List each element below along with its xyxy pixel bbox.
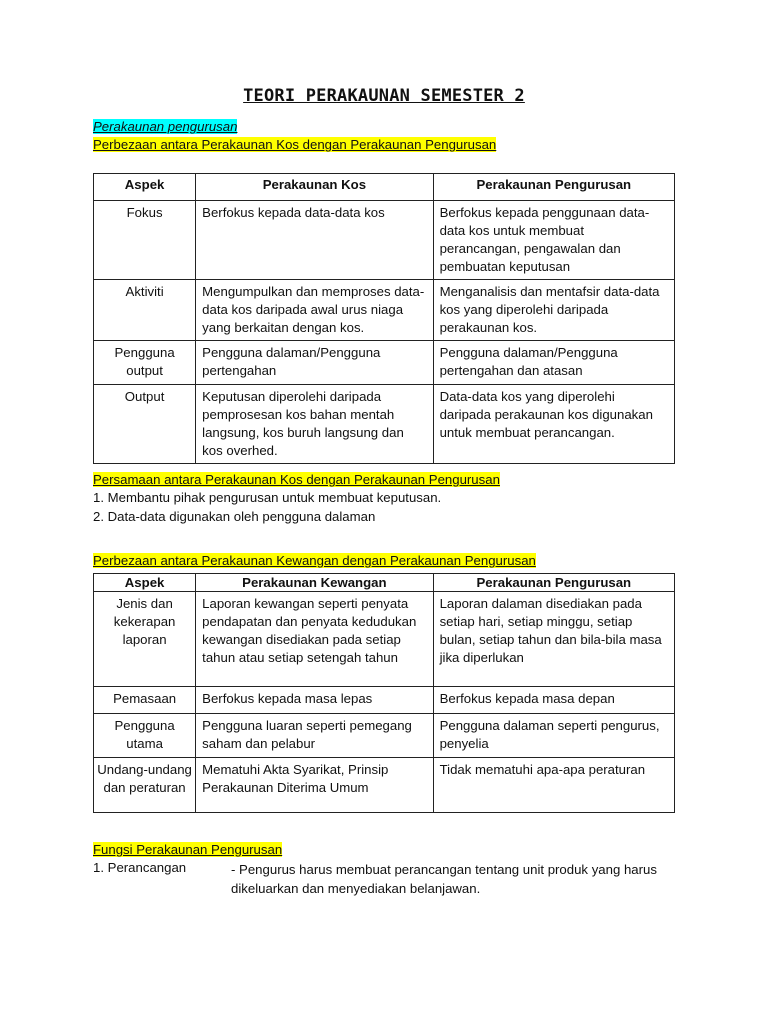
- aspek-cell: Pemasaan: [94, 687, 196, 714]
- persamaan-heading: [93, 472, 500, 487]
- kos-cell: Berfokus kepada data-data kos: [196, 201, 433, 280]
- header-perakaunan-kewangan: Perakaunan Kewangan: [196, 574, 433, 592]
- kos-cell: Keputusan diperolehi daripada pemprosesan kos bahan mentah langsung, kos buruh langsung dan kos overhed.: [196, 385, 433, 464]
- table-row: [94, 592, 675, 687]
- pengurusan-cell: Pengguna dalaman/Pengguna pertengahan dan atasan: [433, 341, 674, 385]
- kewangan-vs-pengurusan-table: [93, 573, 675, 813]
- aspek-cell: Fokus: [94, 201, 196, 280]
- kewangan-cell: Laporan kewangan seperti penyata pendapatan dan penyata kedudukan kewangan disediakan pada setiap tahun atau setiap setengah tahun: [196, 592, 433, 687]
- header-perakaunan-pengurusan: Perakaunan Pengurusan: [433, 174, 674, 201]
- kewangan-cell: Berfokus kepada masa lepas: [196, 687, 433, 714]
- table-header-row: [94, 174, 675, 201]
- persamaan-heading-text: Persamaan antara Perakaunan Kos dengan Perakaunan Pengurusan: [93, 472, 500, 487]
- table-row: [94, 201, 675, 280]
- aspek-cell: Pengguna output: [94, 341, 196, 385]
- table1-heading-text: Perbezaan antara Perakaunan Kos dengan Perakaunan Pengurusan: [93, 137, 497, 152]
- pengurusan-cell: Berfokus kepada masa depan: [433, 687, 674, 714]
- pengurusan-cell: Data-data kos yang diperolehi daripada perakaunan kos digunakan untuk membuat perancangan.: [433, 385, 674, 464]
- table1-heading: [93, 137, 496, 152]
- header-perakaunan-kos: Perakaunan Kos: [196, 174, 433, 201]
- kos-vs-pengurusan-table: [93, 173, 675, 464]
- aspek-cell: Pengguna utama: [94, 714, 196, 758]
- pengurusan-cell: Laporan dalaman disediakan pada setiap hari, setiap minggu, setiap bulan, setiap tahun dan bila-bila masa jika diperlukan: [433, 592, 674, 687]
- pengurusan-cell: Tidak mematuhi apa-apa peraturan: [433, 758, 674, 813]
- kewangan-cell: Pengguna luaran seperti pemegang saham dan pelabur: [196, 714, 433, 758]
- list-item: 2. Data-data digunakan oleh pengguna dalaman: [93, 509, 376, 524]
- table2-heading-text: Perbezaan antara Perakaunan Kewangan dengan Perakaunan Pengurusan: [93, 553, 536, 568]
- table-row: [94, 687, 675, 714]
- kewangan-cell: Mematuhi Akta Syarikat, Prinsip Perakaunan Diterima Umum: [196, 758, 433, 813]
- header-aspek: Aspek: [94, 574, 196, 592]
- fungsi-heading-text: Fungsi Perakaunan Pengurusan: [93, 842, 283, 857]
- list-item: 1. Membantu pihak pengurusan untuk membuat keputusan.: [93, 490, 442, 505]
- document-title: TEORI PERAKAUNAN SEMESTER 2: [243, 86, 525, 106]
- pengurusan-cell: Menganalisis dan mentafsir data-data kos yang diperolehi daripada perakaunan kos.: [433, 280, 674, 341]
- aspek-cell: Undang-undang dan peraturan: [94, 758, 196, 813]
- kos-cell: Pengguna dalaman/Pengguna pertengahan: [196, 341, 433, 385]
- aspek-cell: Jenis dan kekerapan laporan: [94, 592, 196, 687]
- pengurusan-cell: Berfokus kepada penggunaan data-data kos untuk membuat perancangan, pengawalan dan pembuatan keputusan: [433, 201, 674, 280]
- table-header-row: [94, 574, 675, 592]
- table-row: [94, 341, 675, 385]
- aspek-cell: Aktiviti: [94, 280, 196, 341]
- table-row: [94, 758, 675, 813]
- header-perakaunan-pengurusan: Perakaunan Pengurusan: [433, 574, 674, 592]
- section-heading: [93, 119, 237, 134]
- pengurusan-cell: Pengguna dalaman seperti pengurus, penyelia: [433, 714, 674, 758]
- aspek-cell: Output: [94, 385, 196, 464]
- fungsi-heading: [93, 842, 282, 857]
- kos-cell: Mengumpulkan dan memproses data-data kos daripada awal urus niaga yang berkaitan dengan kos.: [196, 280, 433, 341]
- fungsi-item-label: 1. Perancangan: [93, 860, 187, 875]
- table-row: [94, 714, 675, 758]
- section-heading-text: Perakaunan pengurusan: [93, 119, 238, 134]
- fungsi-item-description: - Pengurus harus membuat perancangan tentang unit produk yang harus dikeluarkan dan menyediakan belanjawan.: [231, 862, 657, 896]
- table-row: [94, 280, 675, 341]
- table2-heading: [93, 553, 536, 568]
- table-row: [94, 385, 675, 464]
- header-aspek: Aspek: [94, 174, 196, 201]
